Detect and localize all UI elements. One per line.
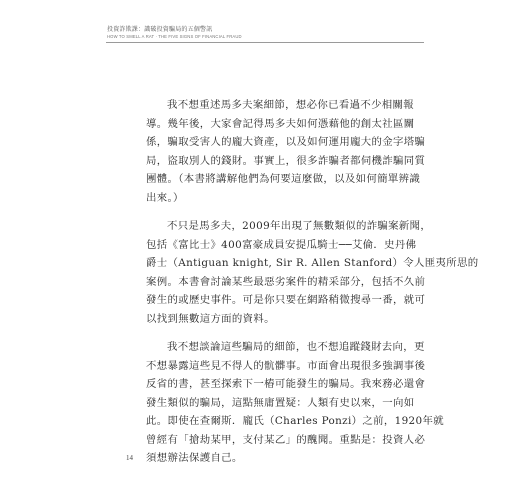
running-head-title-en: HOW TO SMELL A RAT · THE FIVE SIGNS OF FINANCIAL FRAUD bbox=[107, 34, 242, 39]
text-line: 導。幾年後，大家會記得馬多夫如何憑藉他的創太社區關 bbox=[146, 117, 415, 130]
paragraph-1 bbox=[146, 96, 426, 207]
text-line: 局，盜取別人的錢財。事實上，很多詐騙者都伺機詐騙同質 bbox=[146, 154, 426, 167]
text-line: 不想暴露這些見不得人的骯髒事。市面會出現很多強調事後 bbox=[146, 359, 426, 372]
text-line: 包括《富比士》400富豪成員安提瓜騎士──艾倫．史丹佛 bbox=[146, 238, 417, 251]
running-head-title-zh: 投資詐欺課：識破投資騙局的五個警訊 bbox=[107, 26, 213, 33]
text-line: 反省的書，甚至探索下一樁可能發生的騙局。我來務必還會 bbox=[146, 378, 426, 390]
text-line: 爵士（Antiguan knight, Sir R. Allen Stanford）令人匪夷所思的 bbox=[146, 257, 479, 269]
text-line: 我不想談論這些騙局的細節，也不想追蹤錢財去向，更 bbox=[167, 341, 425, 353]
text-line: 不只是馬多夫，2009年出現了無數類似的詐騙案新聞， bbox=[167, 220, 432, 232]
page-number: 14 bbox=[126, 454, 133, 462]
text-line: 須想辦法保護自己。 bbox=[146, 452, 243, 464]
text-line: 團體。（本書將講解他們為何要這麼做，以及如何簡單辨識 bbox=[146, 173, 421, 185]
header-rule bbox=[106, 42, 424, 43]
text-line: 曾經有「搶劫某甲，支付某乙」的醜聞。重點是：投資人必 bbox=[146, 433, 426, 446]
body-text bbox=[146, 96, 479, 478]
text-line: 出來。） bbox=[146, 191, 184, 204]
text-line: 以找到無數這方面的資料。 bbox=[146, 312, 275, 325]
paragraph-2 bbox=[146, 217, 479, 328]
text-line: 發生的或歷史事件。可是你只要在網路稍微搜尋一番，就可 bbox=[146, 294, 426, 306]
text-line: 此。即使在查爾斯．龐氏（Charles Ponzi）之前，1920年就 bbox=[146, 415, 444, 427]
text-line: 發生類似的騙局，這點無庸置疑：人類有史以來，一向如 bbox=[146, 396, 415, 409]
running-head bbox=[107, 26, 407, 40]
paragraph-3 bbox=[146, 338, 444, 468]
text-line: 係，騙取受害人的龐大資產，以及如何運用龐大的金字塔騙 bbox=[146, 136, 426, 148]
text-line: 案例。本書會討論某些最惡劣案件的精采部分，包括不久前 bbox=[146, 275, 426, 288]
text-line: 我不想重述馬多夫案細節，想必你已看過不少相關報 bbox=[167, 99, 415, 111]
